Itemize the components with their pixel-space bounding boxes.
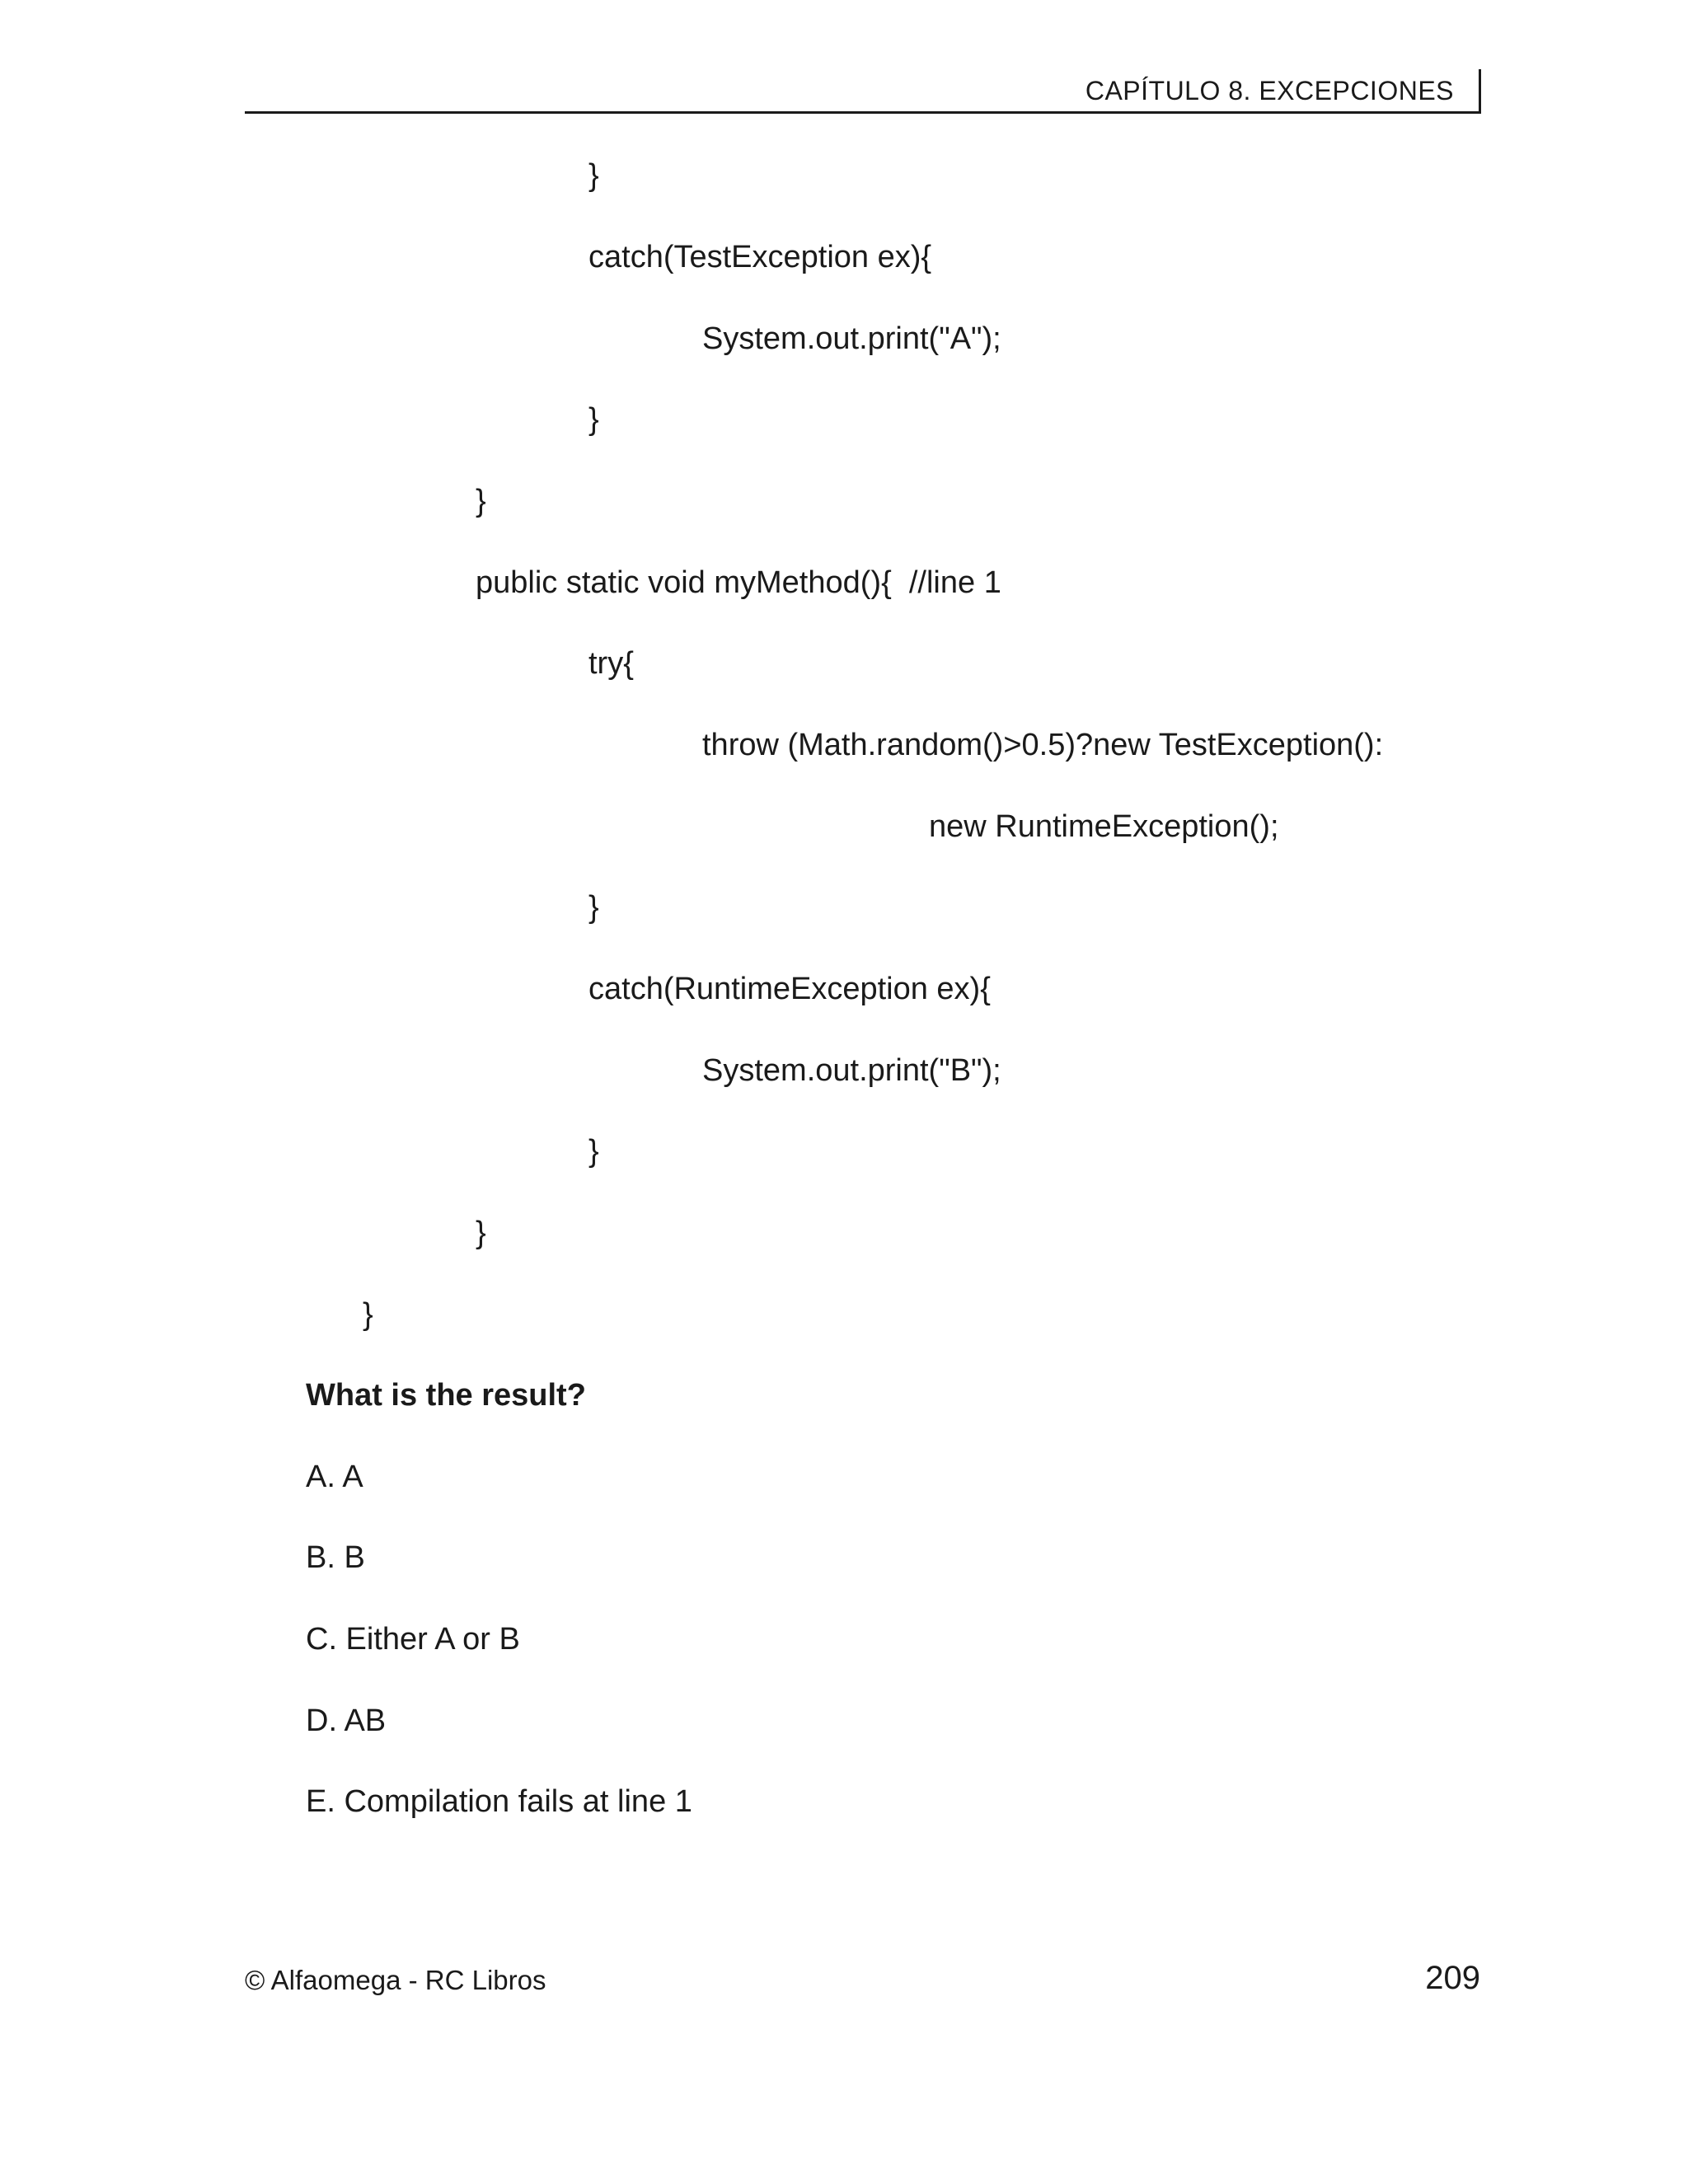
- code-line: }: [476, 484, 486, 518]
- code-line: try{: [588, 646, 634, 681]
- code-line: System.out.print("B");: [702, 1053, 1001, 1088]
- answer-option: B. B: [306, 1540, 365, 1575]
- answer-option: A. A: [306, 1460, 363, 1494]
- code-line: catch(TestException ex){: [588, 240, 932, 274]
- code-line: }: [588, 890, 599, 925]
- code-line: throw (Math.random()>0.5)?new TestException():: [702, 728, 1384, 762]
- code-line: System.out.print("A");: [702, 321, 1001, 356]
- code-line: public static void myMethod(){ //line 1: [476, 565, 1001, 600]
- code-line: }: [476, 1216, 486, 1250]
- answer-option: C. Either A or B: [306, 1622, 520, 1657]
- code-line: catch(RuntimeException ex){: [588, 972, 991, 1006]
- copyright-notice: © Alfaomega - RC Libros: [245, 1965, 546, 1995]
- code-line: }: [588, 402, 599, 437]
- chapter-title: CAPÍTULO 8. EXCEPCIONES: [1085, 76, 1454, 105]
- code-line: }: [363, 1297, 373, 1332]
- code-line: }: [588, 158, 599, 193]
- answer-option: E. Compilation fails at line 1: [306, 1784, 692, 1819]
- answer-option: D. AB: [306, 1704, 387, 1738]
- code-line: }: [588, 1134, 599, 1169]
- running-header: [245, 69, 1481, 114]
- page-number: 209: [1425, 1960, 1480, 1996]
- question-prompt: What is the result?: [306, 1378, 586, 1413]
- code-line: new RuntimeException();: [929, 809, 1279, 844]
